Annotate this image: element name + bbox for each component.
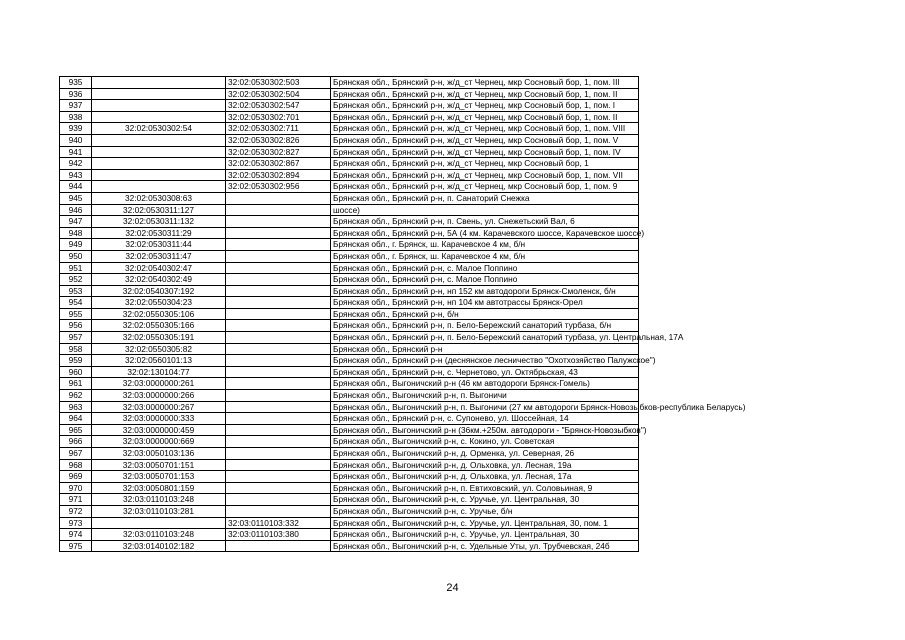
row-number-cell: 959 — [60, 355, 92, 367]
table-row — [60, 332, 639, 344]
address-cell: Брянская обл., Выгоничский р-н, с. Уручье, ул. Центральная, 30 — [331, 494, 639, 506]
object-cadastral-number-cell: 32:02:0530302:701 — [226, 111, 331, 123]
cadastral-number-cell: 32:03:0110103:248 — [92, 529, 226, 541]
address-cell: Брянская обл., Брянский р-н, 5А (4 км. Карачевского шоссе, Карачевское шоссе) — [331, 227, 639, 239]
cadastral-number-cell: 32:02:0540302:49 — [92, 274, 226, 286]
table-row — [60, 436, 639, 448]
table-row — [60, 250, 639, 262]
address-cell: Брянская обл., Выгоничский р-н, д. Ольховка, ул. Лесная, 17а — [331, 471, 639, 483]
table-row — [60, 297, 639, 309]
cadastral-number-cell: 32:02:0560101:13 — [92, 355, 226, 367]
address-cell: Брянская обл., Брянский р-н, п. Свень, ул. Снежетьский Вал, 6 — [331, 216, 639, 228]
table-row — [60, 355, 639, 367]
row-number-cell: 951 — [60, 262, 92, 274]
address-cell: Брянская обл., Выгоничский р-н, д. Орменка, ул. Северная, 26 — [331, 448, 639, 460]
cadastral-number-cell: 32:02:0550304:23 — [92, 297, 226, 309]
table-row — [60, 482, 639, 494]
row-number-cell: 962 — [60, 390, 92, 402]
register-table — [59, 76, 746, 552]
row-number-cell: 965 — [60, 424, 92, 436]
address-cell: Брянская обл., Брянский р-н, ж/д_ст Чернец, мкр Сосновый бор, 1, пом. IV — [331, 146, 639, 158]
address-cell: Брянская обл., Брянский р-н, ж/д_ст Чернец, мкр Сосновый бор, 1 — [331, 158, 639, 170]
address-cell: Брянская обл., Брянский р-н, ж/д_ст Чернец, мкр Сосновый бор, 1, пом. V — [331, 134, 639, 146]
address-cell: Брянская обл., Брянский р-н, с. Супонево, ул. Шоссейная, 14 — [331, 413, 639, 425]
object-cadastral-number-cell: 32:02:0530302:956 — [226, 181, 331, 193]
cadastral-number-cell — [92, 181, 226, 193]
cadastral-number-cell: 32:02:0550305:82 — [92, 343, 226, 355]
object-cadastral-number-cell: 32:02:0530302:826 — [226, 134, 331, 146]
address-cell: Брянская обл., Брянский р-н, нп 104 км автотрассы Брянск-Орел — [331, 297, 639, 309]
row-number-cell: 943 — [60, 169, 92, 181]
cadastral-number-cell: 32:02:0550305:166 — [92, 320, 226, 332]
object-cadastral-number-cell: 32:02:0530302:504 — [226, 88, 331, 100]
row-number-cell: 937 — [60, 100, 92, 112]
table-row — [60, 204, 639, 216]
address-cell: Брянская обл., Брянский р-н, ж/д_ст Чернец, мкр Сосновый бор, 1, пом. II — [331, 88, 639, 100]
object-cadastral-number-cell — [226, 413, 331, 425]
object-cadastral-number-cell — [226, 250, 331, 262]
table-row — [60, 88, 639, 100]
address-cell: Брянская обл., Брянский р-н, с. Малое Поппино — [331, 262, 639, 274]
table-row — [60, 494, 639, 506]
table-row — [60, 146, 639, 158]
table-row — [60, 505, 639, 517]
object-cadastral-number-cell: 32:02:0530302:503 — [226, 77, 331, 89]
table-row — [60, 274, 639, 286]
cadastral-number-cell: 32:02:0530311:47 — [92, 250, 226, 262]
address-cell: Брянская обл., Выгоничский р-н (46 км автодороги Брянск-Гомель) — [331, 378, 639, 390]
address-cell: Брянская обл., Брянский р-н — [331, 343, 639, 355]
cadastral-number-cell: 32:03:0050801:159 — [92, 482, 226, 494]
object-cadastral-number-cell — [226, 390, 331, 402]
row-number-cell: 968 — [60, 459, 92, 471]
row-number-cell: 941 — [60, 146, 92, 158]
object-cadastral-number-cell — [226, 227, 331, 239]
object-cadastral-number-cell — [226, 505, 331, 517]
table-row — [60, 134, 639, 146]
cadastral-number-cell: 32:03:0000000:669 — [92, 436, 226, 448]
object-cadastral-number-cell — [226, 343, 331, 355]
table-row — [60, 343, 639, 355]
cadastral-number-cell: 32:03:0050701:153 — [92, 471, 226, 483]
row-number-cell: 947 — [60, 216, 92, 228]
object-cadastral-number-cell: 32:02:0530302:894 — [226, 169, 331, 181]
cadastral-number-cell: 32:02:0530308:63 — [92, 192, 226, 204]
address-cell: Брянская обл., Брянский р-н, ж/д_ст Чернец, мкр Сосновый бор, 1, пом. VIII — [331, 123, 639, 135]
row-number-cell: 963 — [60, 401, 92, 413]
object-cadastral-number-cell — [226, 366, 331, 378]
object-cadastral-number-cell — [226, 471, 331, 483]
cadastral-number-cell: 32:03:0000000:333 — [92, 413, 226, 425]
table-row — [60, 320, 639, 332]
table-row — [60, 239, 639, 251]
row-number-cell: 967 — [60, 448, 92, 460]
row-number-cell: 949 — [60, 239, 92, 251]
row-number-cell: 971 — [60, 494, 92, 506]
object-cadastral-number-cell — [226, 424, 331, 436]
object-cadastral-number-cell — [226, 332, 331, 344]
address-cell: Брянская обл., Выгоничский р-н, д. Ольховка, ул. Лесная, 19а — [331, 459, 639, 471]
address-cell: Брянская обл., Брянский р-н, ж/д_ст Чернец, мкр Сосновый бор, 1, пом. VII — [331, 169, 639, 181]
table-row — [60, 192, 639, 204]
row-number-cell: 936 — [60, 88, 92, 100]
address-cell: Брянская обл., Брянский р-н, б/н — [331, 308, 639, 320]
row-number-cell: 961 — [60, 378, 92, 390]
address-cell: Брянская обл., Брянский р-н, ж/д_ст Чернец, мкр Сосновый бор, 1, пом. 9 — [331, 181, 639, 193]
object-cadastral-number-cell — [226, 262, 331, 274]
page-number: 24 — [446, 582, 459, 594]
address-cell: Брянская обл., Выгоничский р-н, п. Выгоничи (27 км автодороги Брянск-Новозыбков-республика Беларусь) — [331, 401, 639, 413]
cadastral-number-cell: 32:03:0000000:267 — [92, 401, 226, 413]
object-cadastral-number-cell: 32:03:0110103:332 — [226, 517, 331, 529]
table-row — [60, 216, 639, 228]
row-number-cell: 956 — [60, 320, 92, 332]
cadastral-number-cell — [92, 169, 226, 181]
address-cell: Брянская обл., Брянский р-н, с. Малое Поппино — [331, 274, 639, 286]
row-number-cell: 942 — [60, 158, 92, 170]
address-cell: Брянская обл., Выгоничский р-н, п. Евтиховский, ул. Соловьиная, 9 — [331, 482, 639, 494]
row-number-cell: 973 — [60, 517, 92, 529]
cadastral-number-cell — [92, 517, 226, 529]
object-cadastral-number-cell — [226, 320, 331, 332]
row-number-cell: 945 — [60, 192, 92, 204]
object-cadastral-number-cell — [226, 192, 331, 204]
cadastral-number-cell: 32:03:0000000:261 — [92, 378, 226, 390]
row-number-cell: 960 — [60, 366, 92, 378]
object-cadastral-number-cell — [226, 482, 331, 494]
address-cell: Брянская обл., г. Брянск, ш. Карачевское 4 км, б/н — [331, 239, 639, 251]
row-number-cell: 975 — [60, 540, 92, 552]
row-number-cell: 939 — [60, 123, 92, 135]
cadastral-number-cell: 32:02:0550305:106 — [92, 308, 226, 320]
cadastral-number-cell — [92, 158, 226, 170]
object-cadastral-number-cell — [226, 239, 331, 251]
cadastral-number-cell: 32:03:0110103:281 — [92, 505, 226, 517]
table-row — [60, 123, 639, 135]
cadastral-number-cell: 32:03:0050103:136 — [92, 448, 226, 460]
table-row — [60, 262, 639, 274]
object-cadastral-number-cell — [226, 285, 331, 297]
address-cell: Брянская обл., Выгоничский р-н, п. Выгоничи — [331, 390, 639, 402]
object-cadastral-number-cell — [226, 459, 331, 471]
address-cell: Брянская обл., Выгоничский р-н, с. Уручье, ул. Центральная, 30, пом. 1 — [331, 517, 639, 529]
table-row — [60, 517, 639, 529]
cadastral-number-cell: 32:02:0530302:54 — [92, 123, 226, 135]
object-cadastral-number-cell — [226, 204, 331, 216]
object-cadastral-number-cell — [226, 378, 331, 390]
table-row — [60, 540, 639, 552]
row-number-cell: 954 — [60, 297, 92, 309]
object-cadastral-number-cell — [226, 355, 331, 367]
cadastral-number-cell: 32:02:0540302:47 — [92, 262, 226, 274]
cadastral-number-cell: 32:02:0530311:132 — [92, 216, 226, 228]
table-row — [60, 378, 639, 390]
object-cadastral-number-cell: 32:02:0530302:547 — [226, 100, 331, 112]
table-row — [60, 413, 639, 425]
row-number-cell: 946 — [60, 204, 92, 216]
object-cadastral-number-cell: 32:03:0110103:380 — [226, 529, 331, 541]
cadastral-number-cell: 32:03:0110103:248 — [92, 494, 226, 506]
table-row — [60, 285, 639, 297]
address-cell: Брянская обл., Выгоничский р-н, с. Уручье, б/н — [331, 505, 639, 517]
object-cadastral-number-cell — [226, 308, 331, 320]
table-row — [60, 401, 639, 413]
row-number-cell: 957 — [60, 332, 92, 344]
address-cell: Брянская обл., Брянский р-н, нп 152 км автодороги Брянск-Смоленск, б/н — [331, 285, 639, 297]
row-number-cell: 953 — [60, 285, 92, 297]
row-number-cell: 955 — [60, 308, 92, 320]
table-row — [60, 459, 639, 471]
table-row — [60, 100, 639, 112]
address-cell: Брянская обл., Брянский р-н, п. Бело-Бережский санаторий турбаза, б/н — [331, 320, 639, 332]
address-cell: шоссе) — [331, 204, 639, 216]
object-cadastral-number-cell — [226, 401, 331, 413]
table-row — [60, 158, 639, 170]
cadastral-number-cell — [92, 100, 226, 112]
row-number-cell: 964 — [60, 413, 92, 425]
row-number-cell: 935 — [60, 77, 92, 89]
cadastral-number-cell: 32:02:0550305:191 — [92, 332, 226, 344]
object-cadastral-number-cell — [226, 216, 331, 228]
row-number-cell: 952 — [60, 274, 92, 286]
cadastral-number-cell — [92, 77, 226, 89]
table-row — [60, 77, 639, 89]
cadastral-number-cell: 32:02:0530311:29 — [92, 227, 226, 239]
cadastral-number-cell: 32:02:0540307:192 — [92, 285, 226, 297]
register-table-body — [60, 77, 746, 552]
cadastral-number-cell: 32:03:0000000:266 — [92, 390, 226, 402]
cadastral-number-cell — [92, 134, 226, 146]
table-row — [60, 448, 639, 460]
cadastral-number-cell: 32:02:130104:77 — [92, 366, 226, 378]
object-cadastral-number-cell — [226, 297, 331, 309]
table-row — [60, 181, 639, 193]
address-cell: Брянская обл., Брянский р-н, ж/д_ст Чернец, мкр Сосновый бор, 1, пом. I — [331, 100, 639, 112]
cadastral-number-cell — [92, 146, 226, 158]
cadastral-number-cell: 32:02:0530311:44 — [92, 239, 226, 251]
table-row — [60, 169, 639, 181]
address-cell: Брянская обл., Брянский р-н, ж/д_ст Чернец, мкр Сосновый бор, 1, пом. II — [331, 111, 639, 123]
object-cadastral-number-cell — [226, 274, 331, 286]
object-cadastral-number-cell — [226, 436, 331, 448]
cadastral-number-cell — [92, 111, 226, 123]
object-cadastral-number-cell — [226, 448, 331, 460]
address-cell: Брянская обл., Брянский р-н, ж/д_ст Чернец, мкр Сосновый бор, 1, пом. III — [331, 77, 639, 89]
table-row — [60, 390, 639, 402]
cadastral-number-cell: 32:03:0000000:459 — [92, 424, 226, 436]
row-number-cell: 940 — [60, 134, 92, 146]
address-cell: Брянская обл., Брянский р-н, п. Бело-Бережский санаторий турбаза, ул. Центральная, 17А — [331, 332, 639, 344]
row-number-cell: 944 — [60, 181, 92, 193]
address-cell: Брянская обл., г. Брянск, ш. Карачевское 4 км, б/н — [331, 250, 639, 262]
row-number-cell: 938 — [60, 111, 92, 123]
address-cell: Брянская обл., Брянский р-н, п. Санаторий Снежка — [331, 192, 639, 204]
object-cadastral-number-cell: 32:02:0530302:711 — [226, 123, 331, 135]
object-cadastral-number-cell: 32:02:0530302:867 — [226, 158, 331, 170]
object-cadastral-number-cell: 32:02:0530302:827 — [226, 146, 331, 158]
object-cadastral-number-cell — [226, 494, 331, 506]
object-cadastral-number-cell — [226, 540, 331, 552]
table-row — [60, 529, 639, 541]
cadastral-number-cell: 32:02:0530311:127 — [92, 204, 226, 216]
address-cell: Брянская обл., Брянский р-н (деснянское лесничество "Охотхозяйство Палужское") — [331, 355, 639, 367]
address-cell: Брянская обл., Выгоничский р-н (36км.+250м. автодороги - "Брянск-Новозыбков") — [331, 424, 639, 436]
table-row — [60, 227, 639, 239]
row-number-cell: 970 — [60, 482, 92, 494]
address-cell: Брянская обл., Выгоничский р-н, с. Кокино, ул. Советская — [331, 436, 639, 448]
table-row — [60, 471, 639, 483]
row-number-cell: 969 — [60, 471, 92, 483]
row-number-cell: 958 — [60, 343, 92, 355]
cadastral-number-cell: 32:03:0050701:151 — [92, 459, 226, 471]
row-number-cell: 974 — [60, 529, 92, 541]
table-row — [60, 424, 639, 436]
row-number-cell: 972 — [60, 505, 92, 517]
row-number-cell: 966 — [60, 436, 92, 448]
cadastral-number-cell — [92, 88, 226, 100]
address-cell: Брянская обл., Выгоничский р-н, с. Удельные Уты, ул. Трубчевская, 24б — [331, 540, 639, 552]
address-cell: Брянская обл., Брянский р-н, с. Чернетово, ул. Октябрьская, 43 — [331, 366, 639, 378]
table-row — [60, 111, 639, 123]
address-cell: Брянская обл., Выгоничский р-н, с. Уручье, ул. Центральная, 30 — [331, 529, 639, 541]
table-row — [60, 308, 639, 320]
row-number-cell: 950 — [60, 250, 92, 262]
row-number-cell: 948 — [60, 227, 92, 239]
table-row — [60, 366, 639, 378]
cadastral-number-cell: 32:03:0140102:182 — [92, 540, 226, 552]
